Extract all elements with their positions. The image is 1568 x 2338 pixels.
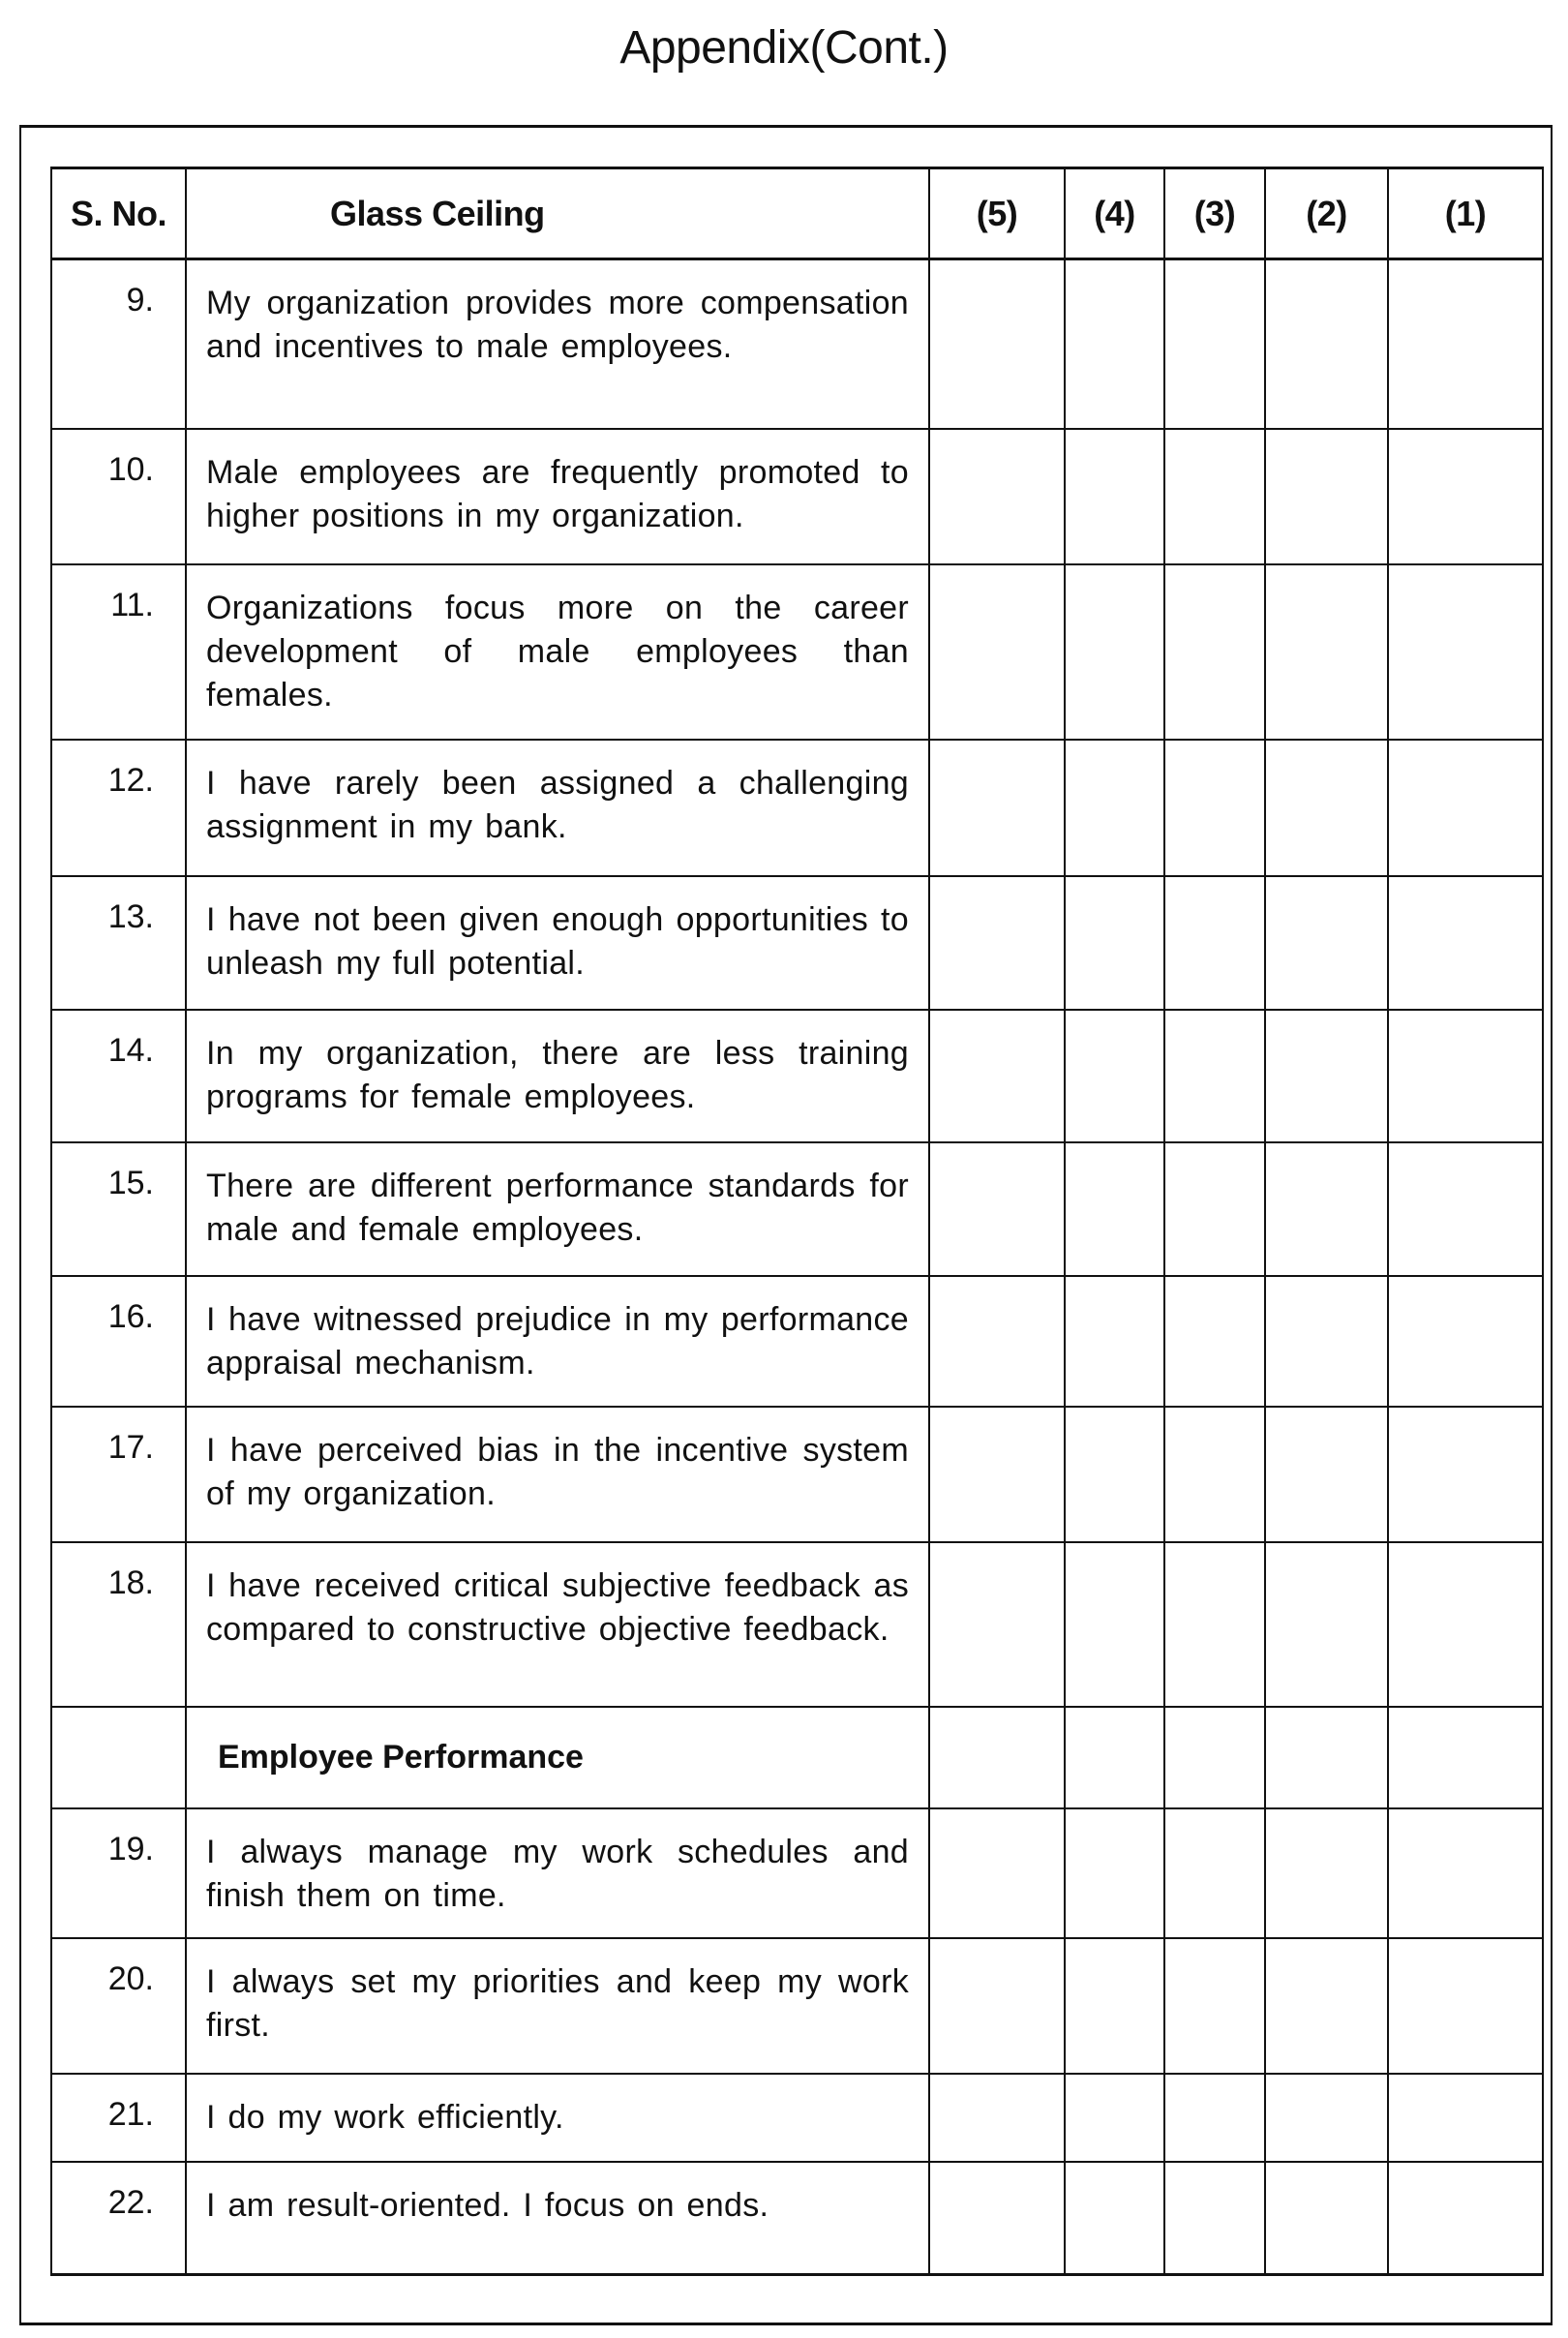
response-cell-4[interactable] — [1065, 1010, 1164, 1142]
item-number: 18. — [51, 1542, 186, 1707]
response-cell-3 — [1164, 1707, 1265, 1808]
response-cell-3[interactable] — [1164, 1808, 1265, 1938]
item-number: 12. — [51, 740, 186, 876]
section-row — [51, 1707, 1543, 1808]
response-cell-4[interactable] — [1065, 259, 1164, 429]
response-cell-5[interactable] — [929, 1276, 1065, 1407]
table-row — [51, 564, 1543, 740]
item-number: 13. — [51, 876, 186, 1010]
response-cell-1[interactable] — [1388, 1276, 1543, 1407]
item-statement: I have not been given enough opportunities to unleash my full potential. — [186, 876, 929, 1010]
response-cell-4[interactable] — [1065, 1808, 1164, 1938]
response-cell-2[interactable] — [1265, 1808, 1388, 1938]
response-cell-2 — [1265, 1707, 1388, 1808]
table-row — [51, 1142, 1543, 1276]
response-cell-1[interactable] — [1388, 740, 1543, 876]
response-cell-3[interactable] — [1164, 2074, 1265, 2162]
response-cell-3[interactable] — [1164, 876, 1265, 1010]
response-cell-2[interactable] — [1265, 429, 1388, 564]
table-row — [51, 1407, 1543, 1542]
item-number: 14. — [51, 1010, 186, 1142]
response-cell-4[interactable] — [1065, 564, 1164, 740]
response-cell-2[interactable] — [1265, 2074, 1388, 2162]
header-section-glass-ceiling: Glass Ceiling — [186, 168, 929, 259]
item-number: 16. — [51, 1276, 186, 1407]
response-cell-1 — [1388, 1707, 1543, 1808]
response-cell-5[interactable] — [929, 2162, 1065, 2275]
response-cell-2[interactable] — [1265, 876, 1388, 1010]
response-cell-1[interactable] — [1388, 1010, 1543, 1142]
item-statement: Male employees are frequently promoted to higher positions in my organization. — [186, 429, 929, 564]
header-scale-3: (3) — [1164, 168, 1265, 259]
table-row — [51, 740, 1543, 876]
response-cell-4[interactable] — [1065, 1276, 1164, 1407]
table-row — [51, 2074, 1543, 2162]
table-header-row — [51, 168, 1543, 259]
item-number — [51, 1707, 186, 1808]
response-cell-1[interactable] — [1388, 259, 1543, 429]
response-cell-1[interactable] — [1388, 2162, 1543, 2275]
item-statement: My organization provides more compensation and incentives to male employees. — [186, 259, 929, 429]
response-cell-4[interactable] — [1065, 740, 1164, 876]
table-row — [51, 1276, 1543, 1407]
response-cell-5[interactable] — [929, 876, 1065, 1010]
response-cell-2[interactable] — [1265, 1142, 1388, 1276]
header-scale-2: (2) — [1265, 168, 1388, 259]
response-cell-3[interactable] — [1164, 2162, 1265, 2275]
table-row — [51, 1938, 1543, 2074]
response-cell-4[interactable] — [1065, 2074, 1164, 2162]
item-statement: I have received critical subjective feedback as compared to constructive objective feedback. — [186, 1542, 929, 1707]
header-serial-number: S. No. — [51, 168, 186, 259]
response-cell-2[interactable] — [1265, 1010, 1388, 1142]
response-cell-5[interactable] — [929, 1542, 1065, 1707]
item-number: 17. — [51, 1407, 186, 1542]
response-cell-1[interactable] — [1388, 1938, 1543, 2074]
response-cell-2[interactable] — [1265, 1938, 1388, 2074]
table-row — [51, 259, 1543, 429]
table-row — [51, 1542, 1543, 1707]
response-cell-4[interactable] — [1065, 1938, 1164, 2074]
response-cell-4[interactable] — [1065, 1542, 1164, 1707]
item-number: 20. — [51, 1938, 186, 2074]
page-title: Appendix(Cont.) — [619, 22, 949, 74]
item-number: 15. — [51, 1142, 186, 1276]
response-cell-3[interactable] — [1164, 1142, 1265, 1276]
table-row — [51, 429, 1543, 564]
response-cell-4[interactable] — [1065, 429, 1164, 564]
response-cell-1[interactable] — [1388, 1542, 1543, 1707]
response-cell-2[interactable] — [1265, 1542, 1388, 1707]
response-cell-1[interactable] — [1388, 429, 1543, 564]
item-number: 21. — [51, 2074, 186, 2162]
item-number: 22. — [51, 2162, 186, 2275]
response-cell-5[interactable] — [929, 564, 1065, 740]
header-scale-1: (1) — [1388, 168, 1543, 259]
item-number: 11. — [51, 564, 186, 740]
response-cell-1[interactable] — [1388, 1808, 1543, 1938]
questionnaire-table — [50, 167, 1544, 2276]
table-row — [51, 1808, 1543, 1938]
response-cell-1[interactable] — [1388, 1142, 1543, 1276]
section-title: Employee Performance — [186, 1707, 929, 1808]
response-cell-3[interactable] — [1164, 564, 1265, 740]
response-cell-2[interactable] — [1265, 564, 1388, 740]
response-cell-5[interactable] — [929, 1010, 1065, 1142]
response-cell-2[interactable] — [1265, 1276, 1388, 1407]
item-statement: Organizations focus more on the career development of male employees than females. — [186, 564, 929, 740]
item-statement: I am result-oriented. I focus on ends. — [186, 2162, 929, 2275]
response-cell-3[interactable] — [1164, 1276, 1265, 1407]
response-cell-3[interactable] — [1164, 1938, 1265, 2074]
item-statement: I do my work efficiently. — [186, 2074, 929, 2162]
table-row — [51, 876, 1543, 1010]
response-cell-5[interactable] — [929, 1142, 1065, 1276]
item-statement: I have rarely been assigned a challenging assignment in my bank. — [186, 740, 929, 876]
response-cell-2[interactable] — [1265, 1407, 1388, 1542]
response-cell-5[interactable] — [929, 1407, 1065, 1542]
response-cell-1[interactable] — [1388, 2074, 1543, 2162]
item-number: 19. — [51, 1808, 186, 1938]
item-statement: In my organization, there are less training programs for female employees. — [186, 1010, 929, 1142]
response-cell-3[interactable] — [1164, 1542, 1265, 1707]
response-cell-2[interactable] — [1265, 740, 1388, 876]
response-cell-5[interactable] — [929, 2074, 1065, 2162]
item-statement: I have witnessed prejudice in my performance appraisal mechanism. — [186, 1276, 929, 1407]
response-cell-1[interactable] — [1388, 876, 1543, 1010]
item-statement: I have perceived bias in the incentive system of my organization. — [186, 1407, 929, 1542]
response-cell-3[interactable] — [1164, 429, 1265, 564]
response-cell-5 — [929, 1707, 1065, 1808]
table-row — [51, 1010, 1543, 1142]
item-statement: I always set my priorities and keep my work first. — [186, 1938, 929, 2074]
response-cell-2[interactable] — [1265, 2162, 1388, 2275]
response-cell-5[interactable] — [929, 429, 1065, 564]
response-cell-3[interactable] — [1164, 259, 1265, 429]
response-cell-2[interactable] — [1265, 259, 1388, 429]
response-cell-5[interactable] — [929, 259, 1065, 429]
table-row — [51, 2162, 1543, 2275]
response-cell-4[interactable] — [1065, 1142, 1164, 1276]
item-number: 9. — [51, 259, 186, 429]
response-cell-4[interactable] — [1065, 1407, 1164, 1542]
response-cell-4[interactable] — [1065, 2162, 1164, 2275]
response-cell-5[interactable] — [929, 1938, 1065, 2074]
response-cell-5[interactable] — [929, 740, 1065, 876]
header-scale-5: (5) — [929, 168, 1065, 259]
item-statement: There are different performance standards for male and female employees. — [186, 1142, 929, 1276]
response-cell-1[interactable] — [1388, 564, 1543, 740]
response-cell-3[interactable] — [1164, 1010, 1265, 1142]
item-number: 10. — [51, 429, 186, 564]
item-statement: I always manage my work schedules and finish them on time. — [186, 1808, 929, 1938]
response-cell-4 — [1065, 1707, 1164, 1808]
response-cell-3[interactable] — [1164, 1407, 1265, 1542]
response-cell-1[interactable] — [1388, 1407, 1543, 1542]
response-cell-3[interactable] — [1164, 740, 1265, 876]
response-cell-4[interactable] — [1065, 876, 1164, 1010]
response-cell-5[interactable] — [929, 1808, 1065, 1938]
header-scale-4: (4) — [1065, 168, 1164, 259]
